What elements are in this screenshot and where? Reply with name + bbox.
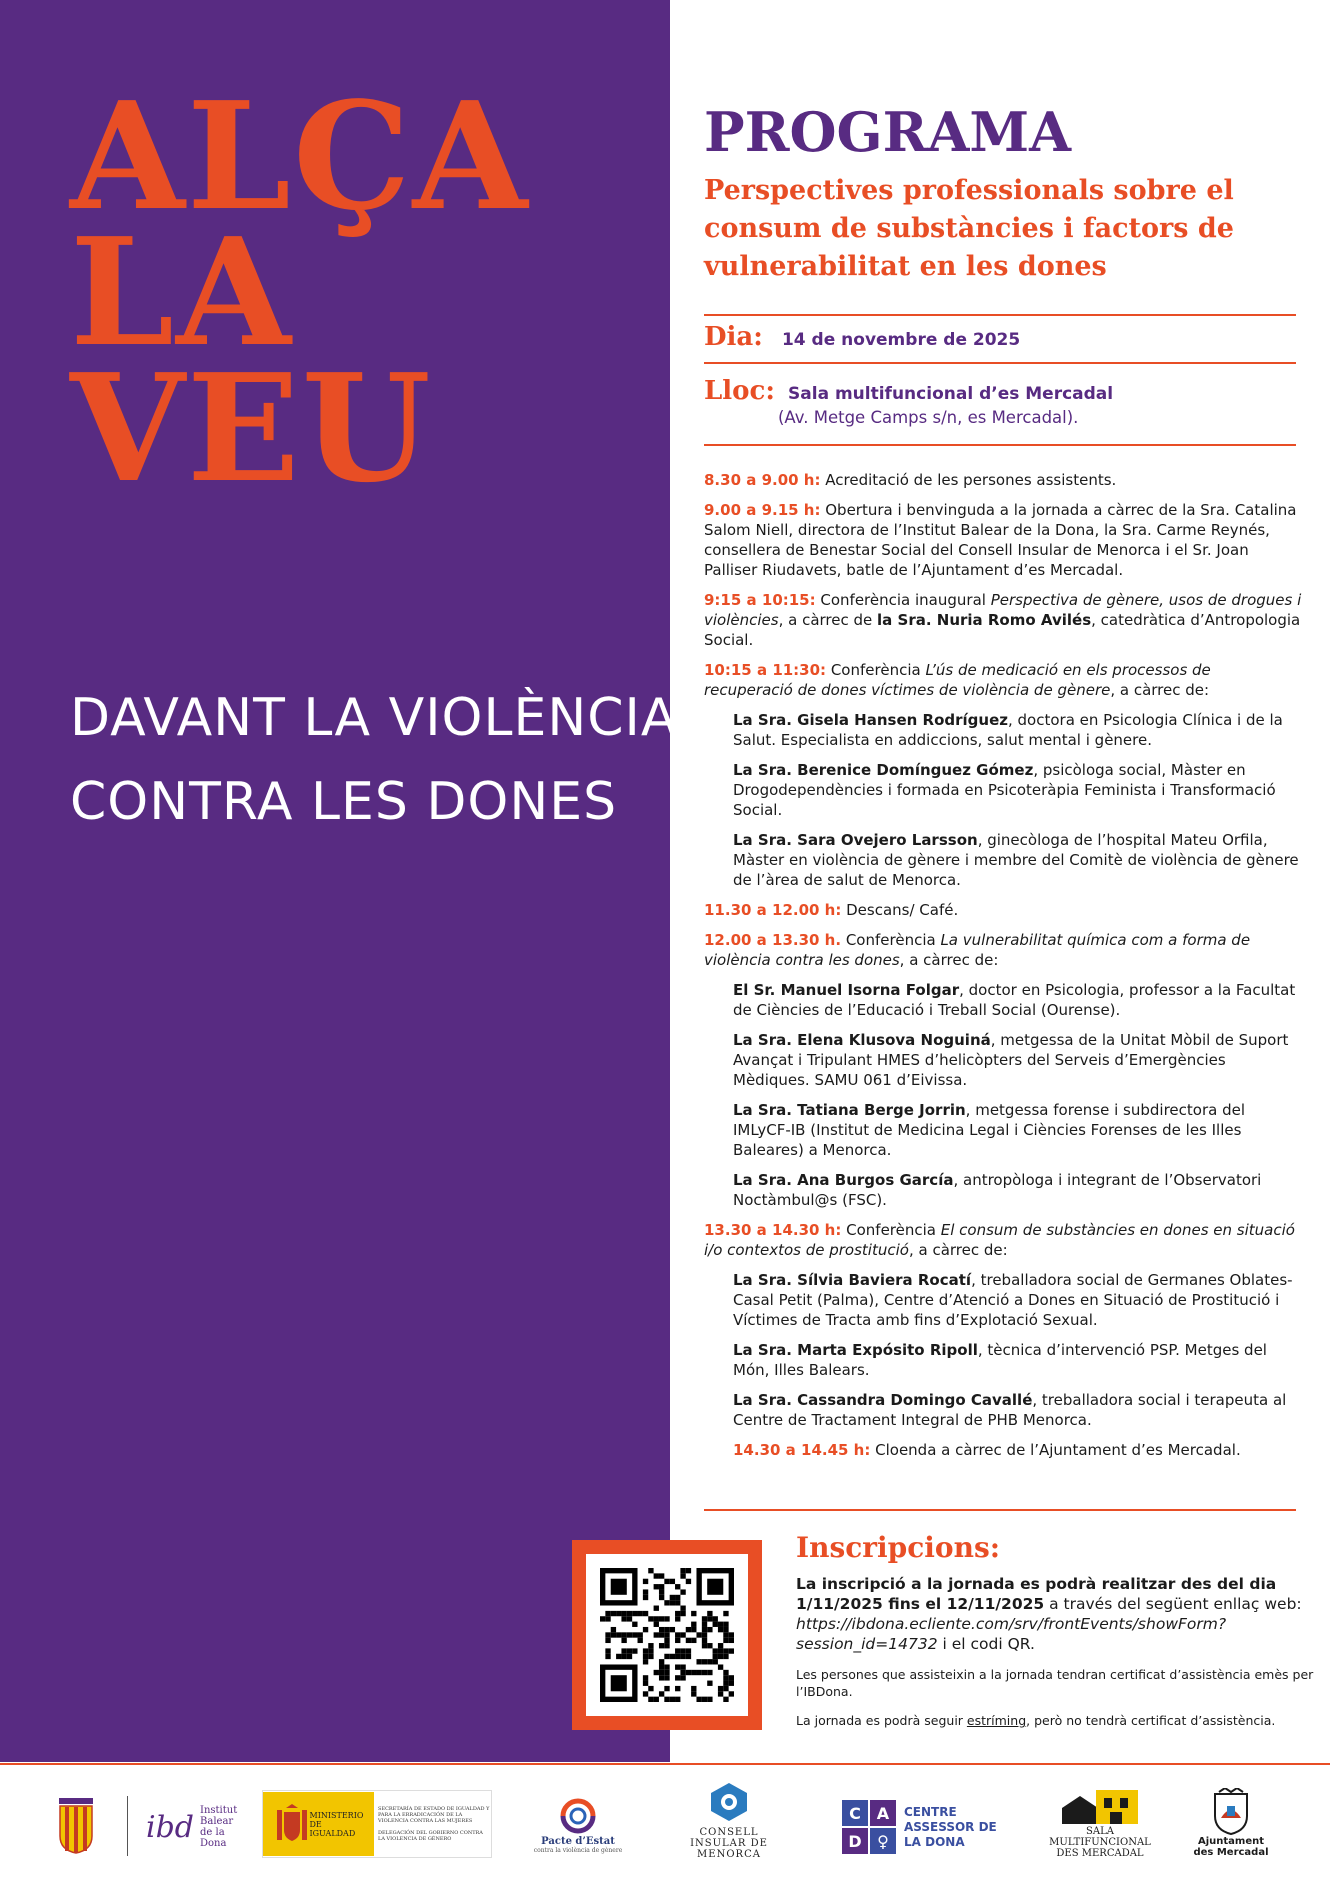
inscriptions-text-part: i el codi QR. bbox=[937, 1635, 1035, 1653]
ministry-text bbox=[374, 1792, 491, 1856]
hero-subtitle bbox=[70, 676, 678, 844]
agenda-text: Conferència bbox=[826, 661, 926, 679]
speaker-desc: , tècnica d’intervenció PSP. Metges del Món, Illes Balears. bbox=[733, 1341, 1267, 1379]
sala-multifuncional-logo bbox=[1044, 1784, 1156, 1860]
day-label: Dia: bbox=[704, 322, 763, 352]
conference-title: Perspectiva de gènere, usos de drogues i violències bbox=[704, 591, 1302, 629]
ministry-delegation: DELEGACIÓN DEL GOBIERNO CONTRA LA VIOLENCIA DE GÉNERO bbox=[378, 1830, 483, 1842]
ajuntament-mercadal-logo bbox=[1190, 1784, 1272, 1862]
hero-subtitle-line-1: DAVANT LA VIOLÈNCIA bbox=[70, 688, 678, 748]
cad-icon bbox=[842, 1800, 896, 1854]
svg-text:A: A bbox=[876, 1804, 890, 1823]
speaker-desc: , treballadora social de Germanes Oblates-Casal Petit (Palma), Centre d’Atenció a Dones en Situació de Prostitució i Víctimes de Tracta amb fins d’Explotació Sexual. bbox=[733, 1271, 1293, 1329]
pacte-estat-icon bbox=[555, 1796, 601, 1836]
speaker-name: El Sr. Manuel Isorna Folgar bbox=[733, 981, 960, 999]
agenda-text: Descans/ Café. bbox=[841, 901, 959, 919]
pacte-sub: contra la violència de gènere bbox=[533, 1847, 623, 1854]
ajuntament-shield-icon bbox=[1211, 1788, 1251, 1836]
conference-title: El consum de substàncies en dones en situació i/o contextos de prostitució bbox=[704, 1221, 1295, 1259]
qr-code[interactable] bbox=[586, 1554, 748, 1716]
agenda-text: Conferència bbox=[841, 931, 941, 949]
agenda-text: , catedràtica d’Antropologia Social. bbox=[704, 611, 1301, 649]
hero-title bbox=[70, 69, 660, 515]
speaker-name: La Sra. Berenice Domínguez Gómez bbox=[733, 761, 1034, 779]
divider bbox=[704, 314, 1296, 316]
sala-name: SALA MULTIFUNCIONAL DES MERCADAL bbox=[1049, 1825, 1151, 1859]
speaker-item bbox=[733, 1030, 1304, 1090]
govern-illes-balears-logo bbox=[58, 1795, 94, 1857]
agenda-text: Cloenda a càrrec de l’Ajuntament d’es Mercadal. bbox=[870, 1441, 1241, 1459]
speaker-desc: , psicòloga social, Màster en Drogodependències i formada en Psicoteràpia Feminista i Transformació Social. bbox=[733, 761, 1276, 819]
hero-title-line-1: ALÇA bbox=[70, 69, 530, 243]
logo-separator bbox=[127, 1796, 128, 1856]
day-row bbox=[704, 322, 1304, 352]
ministry-crest bbox=[263, 1792, 374, 1856]
agenda bbox=[704, 470, 1304, 1470]
inscriptions-title: Inscripcions: bbox=[796, 1531, 1001, 1564]
agenda-time: 9.00 a 9.15 h: bbox=[704, 501, 821, 519]
speaker-item bbox=[733, 830, 1304, 890]
speaker-desc: , treballadora social i terapeuta al Centre de Tractament Integral de PHB Menorca. bbox=[733, 1391, 1287, 1429]
speaker-item bbox=[733, 1340, 1304, 1380]
speaker-name: La Sra. Elena Klusova Noguiná bbox=[733, 1031, 991, 1049]
speaker-name: La Sra. Cassandra Domingo Cavallé bbox=[733, 1391, 1033, 1409]
agenda-text: , a càrrec de: bbox=[899, 951, 999, 969]
registration-link[interactable]: https://ibdona.ecliente.com/srv/frontEvents/showForm?session_id=14732 bbox=[796, 1615, 1227, 1653]
agenda-item bbox=[733, 1440, 1304, 1460]
speaker-desc: , doctora en Psicologia Clínica i de la Salut. Especialista en addiccions, salut mental i gènere. bbox=[733, 711, 1283, 749]
agenda-time: 10:15 a 11:30: bbox=[704, 661, 827, 679]
left-panel bbox=[0, 0, 678, 1762]
ibd-abbr: ibd bbox=[146, 1809, 195, 1845]
place-label: Lloc: bbox=[704, 376, 775, 406]
agenda-text: Conferència bbox=[841, 1221, 941, 1239]
agenda-time: 14.30 a 14.45 h: bbox=[733, 1441, 871, 1459]
hero-title-line-3: VEU bbox=[70, 341, 433, 515]
speaker-item bbox=[733, 1100, 1304, 1160]
centre-assessor-dona-logo bbox=[842, 1800, 1012, 1854]
speaker-name: la Sra. Nuria Romo Avilés bbox=[877, 611, 1092, 629]
agenda-item bbox=[704, 660, 1304, 700]
agenda-item bbox=[704, 930, 1304, 970]
speaker-name: La Sra. Tatiana Berge Jorrin bbox=[733, 1101, 966, 1119]
speaker-item bbox=[733, 710, 1304, 750]
agenda-item bbox=[704, 500, 1304, 580]
qr-code-icon bbox=[600, 1568, 734, 1702]
agenda-text: Conferència inaugural bbox=[815, 591, 991, 609]
speaker-item bbox=[733, 760, 1304, 820]
place-row bbox=[704, 376, 1304, 427]
inscriptions-dates: La inscripció a la jornada es podrà realitzar des del dia 1/11/2025 fins el 12/11/2025 bbox=[796, 1575, 1277, 1613]
speaker-desc: , antropòloga i integrant de l’Observatori Noctàmbul@s (FSC). bbox=[733, 1171, 1262, 1209]
agenda-item bbox=[704, 1220, 1304, 1260]
agenda-item bbox=[704, 900, 1304, 920]
divider bbox=[704, 444, 1296, 446]
spain-crest-icon bbox=[274, 1804, 310, 1844]
speaker-name: La Sra. Sílvia Baviera Rocatí bbox=[733, 1271, 972, 1289]
streaming-note-part: La jornada es podrà seguir bbox=[796, 1713, 967, 1728]
qr-code-frame bbox=[572, 1540, 762, 1730]
svg-text:D: D bbox=[848, 1832, 862, 1851]
agenda-time: 8.30 a 9.00 h: bbox=[704, 471, 821, 489]
svg-text:C: C bbox=[849, 1804, 861, 1823]
speaker-name: La Sra. Gisela Hansen Rodríguez bbox=[733, 711, 1008, 729]
speaker-desc: , ginecòloga de l’hospital Mateu Orfila, Màster en violència de gènere i membre del Comitè de violència de gènere de l’àrea de salut de Menorca. bbox=[733, 831, 1299, 889]
agenda-text: Acreditació de les persones assistents. bbox=[820, 471, 1117, 489]
consell-name: CONSELL INSULAR DE MENORCA bbox=[690, 1826, 768, 1860]
cad-name: CENTRE ASSESSOR DE LA DONA bbox=[904, 1804, 997, 1849]
ministry-name: MINISTERIO DE IGUALDAD bbox=[309, 1810, 364, 1838]
hero-title-line-2: LA bbox=[70, 205, 293, 379]
agenda-item bbox=[704, 470, 1304, 490]
agenda-time: 12.00 a 13.30 h. bbox=[704, 931, 842, 949]
agenda-text: , a càrrec de: bbox=[908, 1241, 1008, 1259]
speaker-desc: , doctor en Psicologia, professor a la Facultat de Ciències de l’Educació i Treball Social (Ourense). bbox=[733, 981, 1296, 1019]
speaker-name: La Sra. Sara Ovejero Larsson bbox=[733, 831, 978, 849]
inscriptions bbox=[796, 1530, 1316, 1729]
inscriptions-text-part: a través del següent enllaç web: bbox=[1044, 1595, 1302, 1613]
streaming-note bbox=[796, 1712, 1316, 1729]
place-value: Sala multifuncional d’es Mercadal bbox=[788, 384, 1114, 404]
inscriptions-text bbox=[796, 1574, 1316, 1654]
svg-text:♀: ♀ bbox=[877, 1832, 889, 1851]
speaker-desc: , metgessa forense i subdirectora del IMLyCF-IB (Institut de Medicina Legal i Ciències Forenses de les Illes Baleares) a Menorca. bbox=[733, 1101, 1245, 1159]
consell-insular-logo bbox=[670, 1780, 788, 1860]
speaker-item bbox=[733, 1390, 1304, 1430]
divider bbox=[704, 362, 1296, 364]
speaker-item bbox=[733, 1270, 1304, 1330]
speaker-name: La Sra. Marta Expósito Ripoll bbox=[733, 1341, 978, 1359]
ministry-secretary: SECRETARÍA DE ESTADO DE IGUALDAD Y PARA LA ERRADICACIÓN DE LA VIOLENCIA CONTRA LAS MUJERES bbox=[378, 1806, 490, 1824]
agenda-item bbox=[704, 590, 1304, 650]
program-title: PROGRAMA bbox=[704, 100, 1072, 164]
ibd-name: Institut Balear de la Dona bbox=[200, 1805, 238, 1849]
pacte-estat-logo bbox=[528, 1792, 628, 1858]
speaker-item bbox=[733, 1170, 1304, 1210]
ibdona-logo bbox=[146, 1798, 246, 1856]
ajuntament-name: Ajuntament des Mercadal bbox=[1193, 1836, 1269, 1858]
program-subtitle: Perspectives professionals sobre el consum de substàncies i factors de vulnerabilitat en les dones bbox=[704, 175, 1234, 282]
conference-title: La vulnerabilitat química com a forma de violència contra les dones bbox=[704, 931, 1251, 969]
ministerio-igualdad-logo bbox=[262, 1790, 492, 1858]
day-value: 14 de novembre de 2025 bbox=[781, 330, 1021, 350]
agenda-text: , a càrrec de bbox=[778, 611, 878, 629]
agenda-text: , a càrrec de: bbox=[1110, 681, 1210, 699]
divider bbox=[704, 1509, 1296, 1511]
streaming-link[interactable]: estríming bbox=[966, 1713, 1027, 1728]
agenda-time: 9:15 a 10:15: bbox=[704, 591, 816, 609]
streaming-note-part: , però no tendrà certificat d’assistència. bbox=[1026, 1713, 1276, 1728]
agenda-time: 11.30 a 12.00 h: bbox=[704, 901, 842, 919]
pacte-name: Pacte d’Estat bbox=[541, 1836, 615, 1847]
hero-subtitle-line-2: CONTRA LES DONES bbox=[70, 772, 618, 832]
speaker-desc: , metgessa de la Unitat Mòbil de Suport Avançat i Tripulant HMES d’helicòpters del Serveis d’Emergències Mèdiques. SAMU 061 d’Eivissa. bbox=[733, 1031, 1289, 1089]
building-icon bbox=[1060, 1786, 1140, 1826]
balearic-shield-icon bbox=[59, 1798, 93, 1854]
program-header bbox=[704, 100, 1304, 286]
consell-shield-icon bbox=[708, 1781, 750, 1823]
footer-divider bbox=[0, 1763, 1330, 1765]
speaker-item bbox=[733, 980, 1304, 1020]
conference-title: L’ús de medicació en els processos de recuperació de dones víctimes de violència de gènere bbox=[704, 661, 1211, 699]
agenda-time: 13.30 a 14.30 h: bbox=[704, 1221, 842, 1239]
place-address: (Av. Metge Camps s/n, es Mercadal). bbox=[778, 408, 1079, 427]
speaker-name: La Sra. Ana Burgos García bbox=[733, 1171, 954, 1189]
certificate-note: Les persones que assisteixin a la jornada tendran certificat d’assistència emès per l’IBDona. bbox=[796, 1667, 1314, 1699]
agenda-text: Obertura i benvinguda a la jornada a càrrec de la Sra. Catalina Salom Niell, directora de l’Institut Balear de la Dona, la Sra. Carme Reynés, consellera de Benestar Social del Consell Insular de Menorca i el Sr. Joan Palliser Riudavets, batle de l’Ajuntament d’es Mercadal. bbox=[704, 501, 1297, 579]
